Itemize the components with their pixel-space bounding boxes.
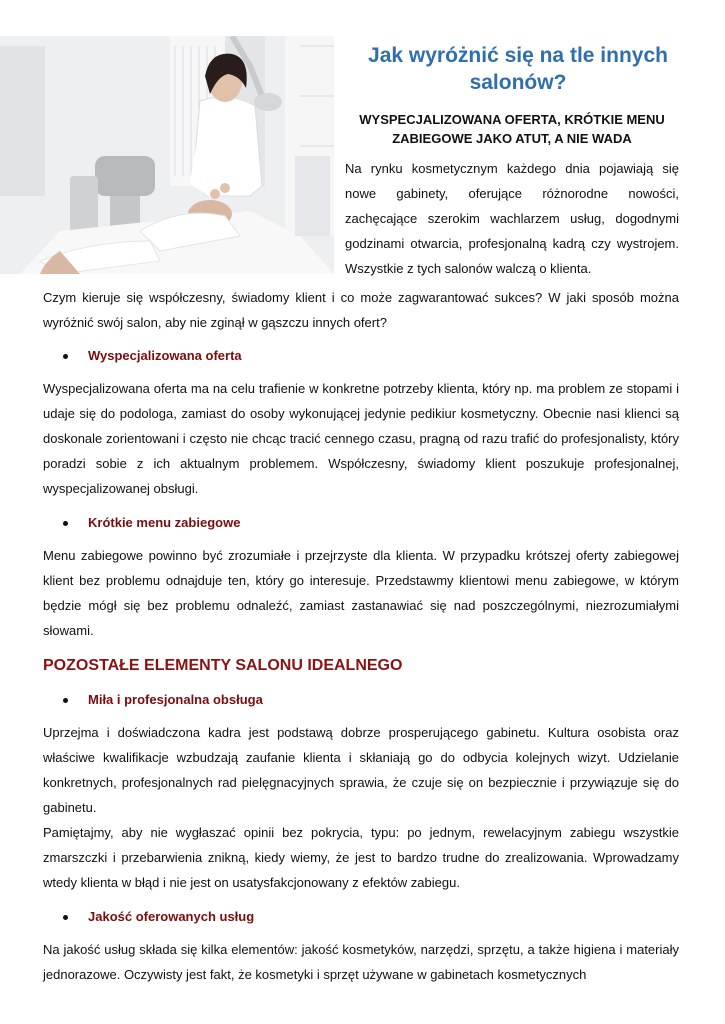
question-paragraph: Czym kieruje się współczesny, świadomy klient i co może zagwarantować sukces? W jaki sposób można wyróżnić swój salon, aby nie zginął w gąszczu innych ofert? — [43, 290, 679, 330]
paragraph-no-false-promises: Pamiętajmy, aby nie wygłaszać opinii bez pokrycia, typu: po jednym, rewelacyjnym zabiegu wszystkie zmarszczki i przebarwienia znikną, kiedy wiemy, że jest to bardzo trudne do zrealizowania. Wprowadzamy wtedy klienta w błąd i nie jest on usatysfakcjonowany z efektów zabiegu. — [43, 825, 679, 890]
bullet-specialized-offer — [43, 346, 679, 366]
bullet-label: Jakość oferowanych usług — [88, 909, 255, 924]
bullet-label: Krótkie menu zabiegowe — [88, 515, 241, 530]
bullet-short-menu — [43, 513, 679, 533]
paragraph-short-menu: Menu zabiegowe powinno być zrozumiałe i przejrzyste dla klienta. W przypadku krótszej oferty zabiegowej klient bez problemu odnajduje ten, który go interesuje. Przedstawmy klientowi menu zabiegowe, w którym będzie mógł się bez problemu odnaleźć, zamiast zastanawiać się nad poszczególnymi, niezrozumiałymi słowami. — [43, 548, 679, 638]
bullet-service-quality — [43, 907, 679, 927]
beautician-treatment-illustration — [0, 36, 334, 274]
bullet-label: Wyspecjalizowana oferta — [88, 348, 242, 363]
bullet-label: Miła i profesjonalna obsługa — [88, 692, 263, 707]
bullet-dot-icon — [63, 698, 68, 703]
paragraph-friendly-service: Uprzejma i doświadczona kadra jest podstawą dobrze prosperującego gabinetu. Kultura osobista oraz właściwe kwalifikacje wzbudzają zaufanie klienta i skłaniają go do odbycia kolejnych wizyt. Udzielanie konkretnych, profesjonalnych rad pielęgnacyjnych sprawia, że czuje się on bezpiecznie i przywiązuje się do gabinetu. — [43, 725, 679, 815]
bullet-dot-icon — [63, 915, 68, 920]
section-heading: POZOSTAŁE ELEMENTY SALONU IDEALNEGO — [43, 657, 403, 674]
bullet-dot-icon — [63, 521, 68, 526]
header-photo — [0, 36, 334, 274]
page-title: Jak wyróżnić się na tle innych salonów? — [368, 44, 668, 94]
article-body — [43, 285, 679, 987]
intro-paragraph: Na rynku kosmetycznym każdego dnia pojawiają się nowe gabinety, oferujące różnorodne nowości, zachęcające szerokim wachlarzem usług, dogodnymi godzinami otwarcia, profesjonalną kadrą czy wystrojem. Wszystkie z tych salonów walczą o klienta. — [345, 161, 679, 276]
bullet-friendly-service — [43, 690, 679, 710]
paragraph-service-quality: Na jakość usług składa się kilka elementów: jakość kosmetyków, narzędzi, sprzętu, a także higiena i materiały jednorazowe. Oczywisty jest fakt, że kosmetyki i sprzęt używane w gabinetach kosmetycznych — [43, 942, 679, 982]
bullet-dot-icon — [63, 354, 68, 359]
paragraph-specialized-offer: Wyspecjalizowana oferta ma na celu trafienie w konkretne potrzeby klienta, który np. ma problem ze stopami i udaje się do podologa, zamiast do osoby wykonującej jedynie pedikiur kosmetyczny. Obecnie nasi klienci są doskonale zorientowani i często nie chcąc tracić cennego czasu, pragną od razu trafić do profesjonalisty, który poradzi sobie z ich aktualnym problemem. Współczesny, świadomy klient poszukuje profesjonalnej, wyspecjalizowanej obsługi. — [43, 381, 679, 496]
subtitle: WYSPECJALIZOWANA OFERTA, KRÓTKIE MENU ZABIEGOWE JAKO ATUT, A NIE WADA — [359, 112, 665, 146]
